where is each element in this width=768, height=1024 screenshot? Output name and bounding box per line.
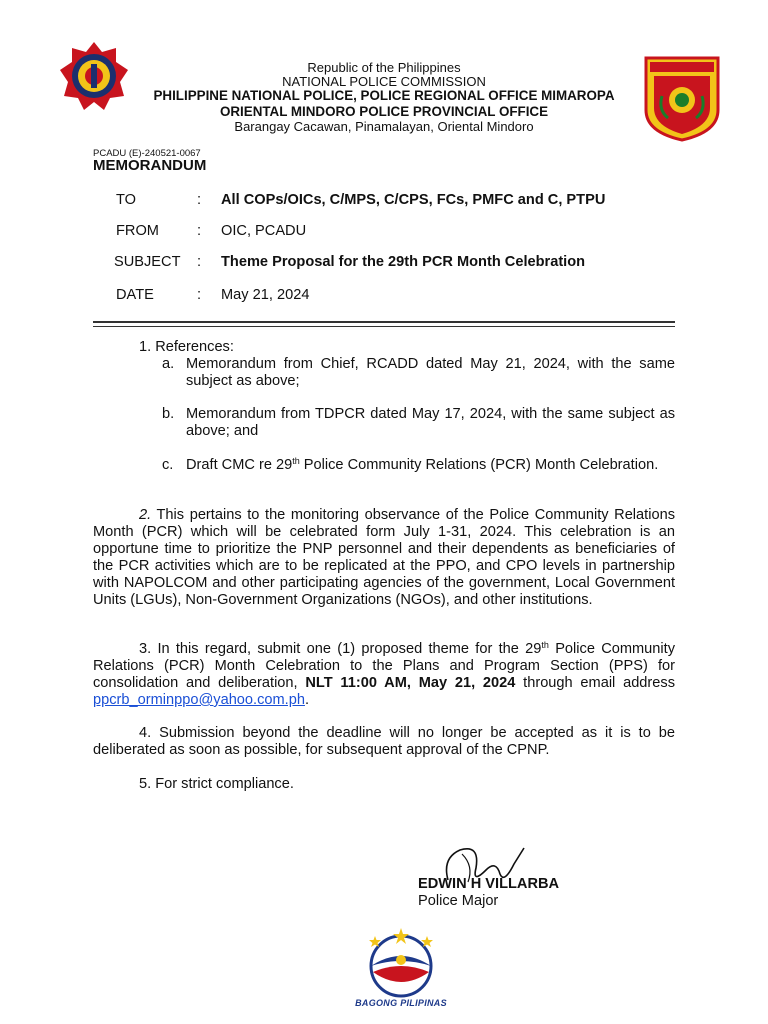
pnp-seal-logo	[60, 42, 128, 110]
header-napolcom: NATIONAL POLICE COMMISSION	[282, 74, 486, 89]
subject-value: Theme Proposal for the 29th PCR Month Celebration	[221, 254, 586, 270]
ref-a-text: Memorandum from Chief, RCADD dated May 21, 2024, with the same subject as above;	[186, 356, 675, 389]
header-pnp-region: PHILIPPINE NATIONAL POLICE, POLICE REGIONAL OFFICE MIMAROPA	[153, 88, 615, 103]
paragraph-5: 5. For strict compliance.	[139, 776, 294, 792]
subject-label: SUBJECT	[114, 254, 181, 270]
ref-a-letter: a.	[162, 356, 175, 372]
control-number: PCADU (E)-240521-0067	[93, 148, 201, 159]
ref-c-letter: c.	[162, 457, 174, 473]
memo-title: MEMORANDUM	[93, 157, 207, 174]
p3-post: through email address	[515, 675, 675, 691]
subject-colon: :	[197, 254, 202, 270]
from-value: OIC, PCADU	[221, 223, 307, 239]
email-link[interactable]: ppcrb_orminppo@yahoo.com.ph	[93, 692, 305, 708]
from-label: FROM	[116, 223, 159, 239]
ref-c-text	[186, 457, 675, 474]
p3-mid: Police Community Relations (PCR) Month Celebration to the Plans and Program Section (PPS) for consolidation and deliberation,	[93, 641, 676, 691]
bagong-pilipinas-text: BAGONG PILIPINAS	[355, 998, 447, 1008]
p3-pre: 3. In this regard, submit one (1) proposed theme for the 29	[139, 641, 542, 657]
date-label: DATE	[116, 287, 154, 303]
ref-c-pre: Draft CMC re 29	[186, 457, 293, 473]
paragraph-2	[93, 507, 675, 609]
p2-text: This pertains to the monitoring observance of the Police Community Relations Month (PCR) which will be celebrated form July 1-31, 2024. This celebration is an opportune time to prioritize the PNP personnel and their dependents as beneficiaries of the PCR activities which are to be replicated at the PPO, and CPO levels in partnership with NAPOLCOM and other participating agencies of the government, Local Government Units (LGUs), Non-Government Organizations (NGOs), and other institutions.	[93, 507, 675, 608]
header-divider-thick	[93, 321, 675, 323]
header-provincial-office: ORIENTAL MINDORO POLICE PROVINCIAL OFFICE	[219, 104, 549, 119]
ref-c-sup: th	[292, 456, 300, 466]
to-value: All COPs/OICs, C/MPS, C/CPS, FCs, PMFC and C, PTPU	[221, 192, 606, 208]
header-republic: Republic of the Philippines	[307, 60, 461, 75]
signatory-name: EDWIN H VILLARBA	[418, 876, 560, 892]
paragraph-4: 4. Submission beyond the deadline will no longer be accepted as it is to be deliberated as soon as possible, for subsequent approval of the CPNP.	[93, 725, 675, 758]
references-heading: 1. References:	[139, 339, 234, 355]
oriental-mindoro-seal-logo	[644, 56, 720, 142]
date-value: May 21, 2024	[221, 287, 310, 303]
header-divider-thin	[93, 326, 675, 327]
ref-c-post: Police Community Relations (PCR) Month Celebration.	[299, 457, 659, 473]
date-colon: :	[197, 287, 202, 303]
header-address: Barangay Cacawan, Pinamalayan, Oriental Mindoro	[234, 119, 534, 134]
ref-b-text: Memorandum from TDPCR dated May 17, 2024, with the same subject as above; and	[186, 406, 675, 439]
ref-b-letter: b.	[162, 406, 175, 422]
p3-end: .	[304, 692, 310, 708]
p3-deadline: NLT 11:00 AM, May 21, 2024	[305, 675, 516, 691]
paragraph-3	[93, 641, 675, 709]
to-label: TO	[116, 192, 137, 208]
p2-num: 2.	[139, 507, 152, 523]
bagong-pilipinas-logo	[355, 926, 447, 998]
to-colon: :	[197, 192, 202, 208]
p3-sup: th	[541, 640, 549, 650]
from-colon: :	[197, 223, 202, 239]
signatory-rank: Police Major	[418, 893, 499, 909]
